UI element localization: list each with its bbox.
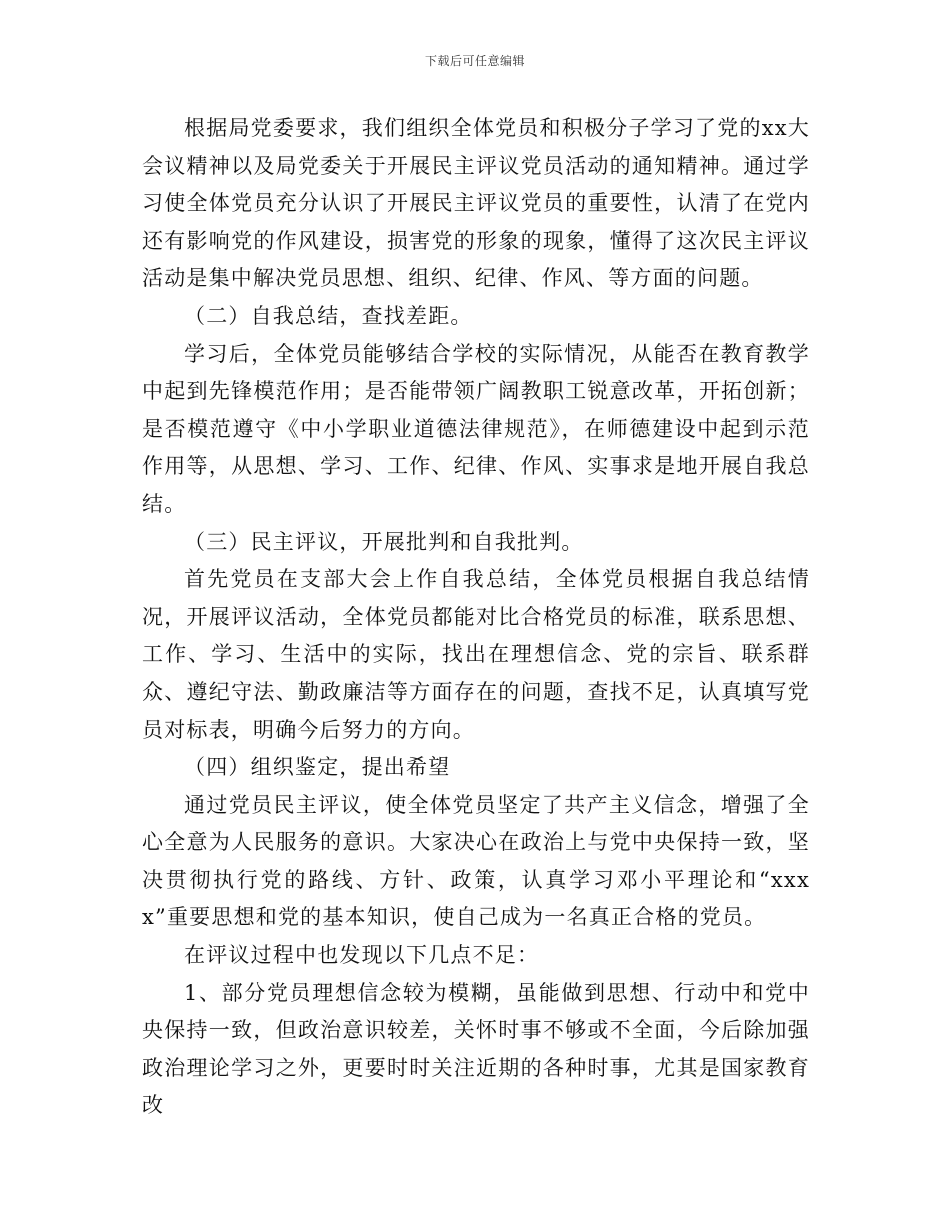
paragraph-shortcomings-intro: 在评议过程中也发现以下几点不足： — [184, 943, 540, 968]
section-heading-democratic-review: （三）民主评议，开展批判和自我批判。 — [184, 529, 584, 554]
paragraph-democratic-review: 首先党员在支部大会上作自我总结，全体党员根据自我总结情况，开展评议活动，全体党员都能对比合格党员的标准，联系思想、工作、学习、生活中的实际，找出在理想信念、党的宗旨、联系群众、遵纪守法、勤政廉洁等方面存在的问题，查找不足，认真填写党员对标表，明确今后努力的方向。 — [142, 567, 810, 742]
section-heading-self-summary: （二）自我总结，查找差距。 — [184, 303, 473, 328]
paragraph-study-intro: 根据局党委要求，我们组织全体党员和积极分子学习了党的xx大会议精神以及局党委关于开展民主评议党员活动的通知精神。通过学习使全体党员充分认识了开展民主评议党员的重要性，认清了在党内还有影响党的作风建设，损害党的形象的现象，懂得了这次民主评议活动是集中解决党员思想、组织、纪律、作风、等方面的问题。 — [142, 116, 810, 291]
paragraph-self-summary: 学习后，全体党员能够结合学校的实际情况，从能否在教育教学中起到先锋模范作用；是否能带领广阔教职工锐意改革，开拓创新；是否模范遵守《中小学职业道德法律规范》，在师德建设中起到示范作用等，从思想、学习、工作、纪律、作风、实事求是地开展自我总结。 — [142, 341, 810, 516]
section-heading-organizational-appraisal: （四）组织鉴定，提出希望 — [184, 755, 451, 780]
paragraph-organizational-appraisal: 通过党员民主评议，使全体党员坚定了共产主义信念，增强了全心全意为人民服务的意识。大家决心在政治上与党中央保持一致，坚决贯彻执行党的路线、方针、政策，认真学习邓小平理论和“xxxx”重要思想和党的基本知识，使自己成为一名真正合格的党员。 — [142, 792, 810, 930]
document-body — [142, 110, 810, 1125]
paragraph-shortcoming-1: 1、部分党员理想信念较为模糊，虽能做到思想、行动中和党中央保持一致，但政治意识较差，关怀时事不够或不全面，今后除加强政治理论学习之外，更要时时关注近期的各种时事，尤其是国家教育改 — [142, 980, 810, 1118]
page-header: 下载后可任意编辑 — [424, 54, 525, 68]
